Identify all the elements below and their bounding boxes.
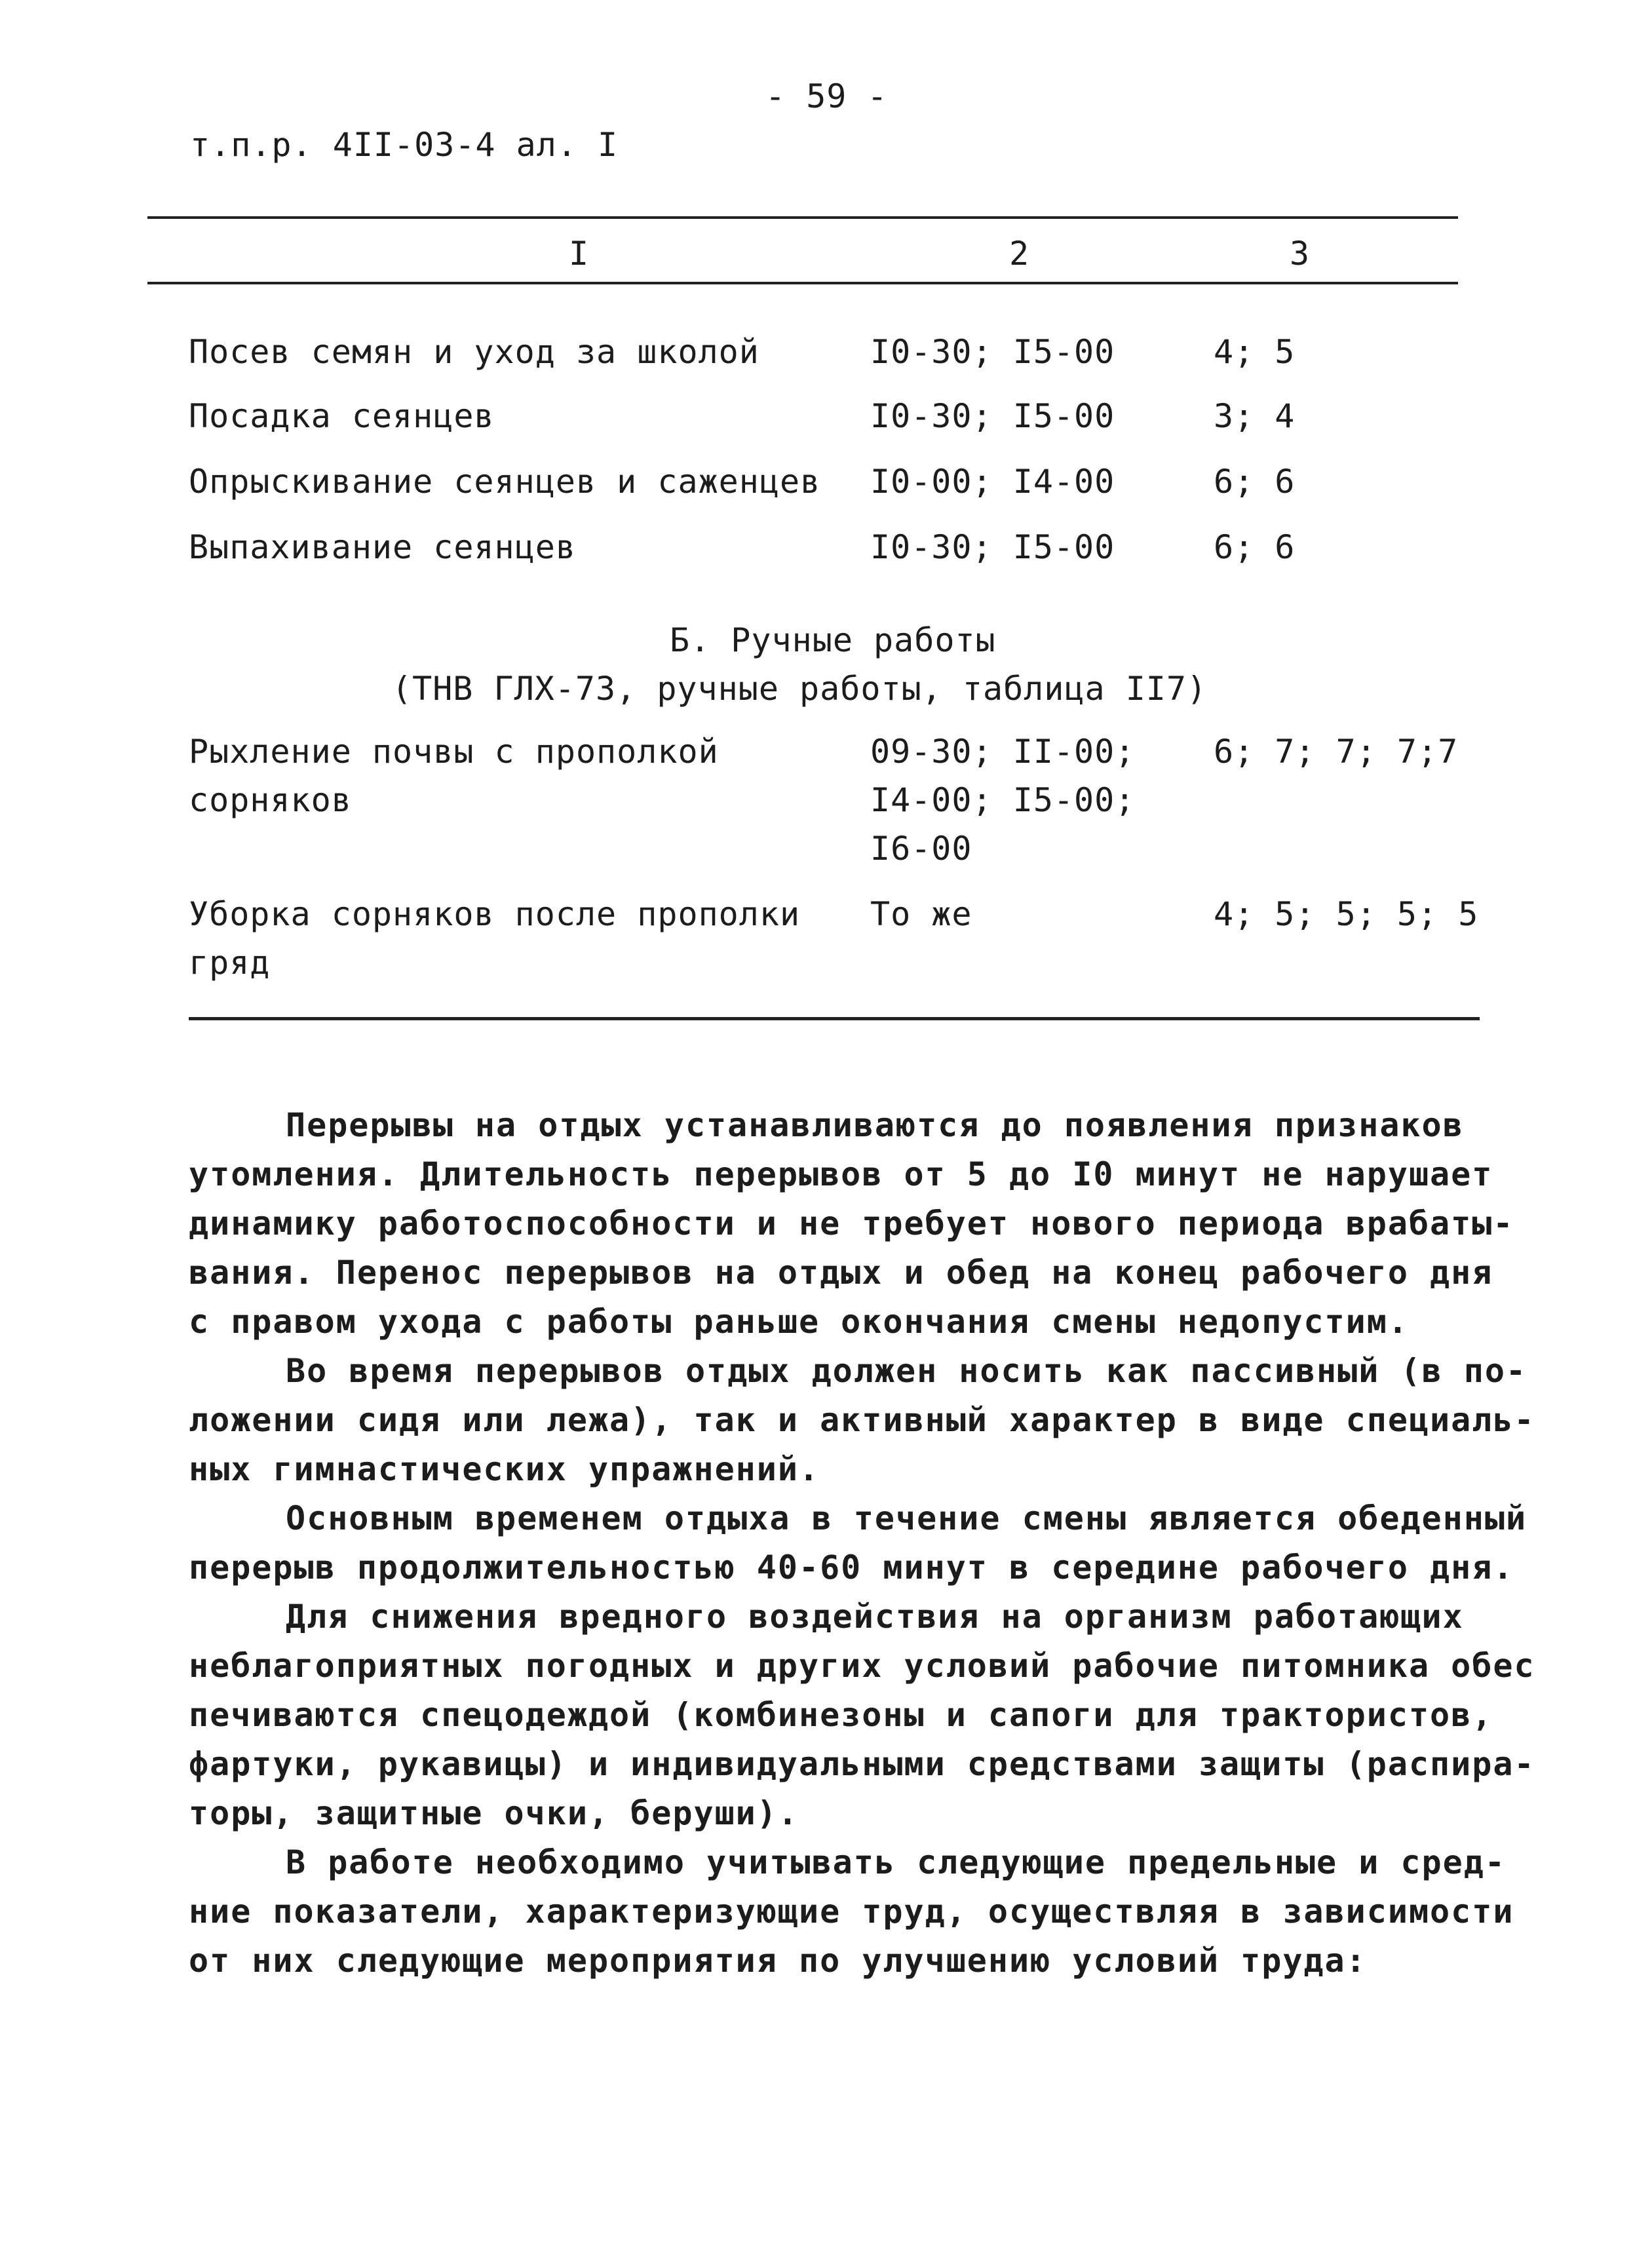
body-line: от них следующие мероприятия по улучшению условий труда: [189, 1942, 1367, 1980]
body-line: динамику работоспособности и не требует нового периода врабаты- [189, 1204, 1514, 1242]
body-line: ложении сидя или лежа), так и активный характер в виде специаль- [189, 1401, 1535, 1439]
body-line: перерыв продолжительностью 40-60 минут в середине рабочего дня. [189, 1548, 1514, 1586]
table-bottom-rule [189, 1017, 1480, 1020]
row-time: I0-30; I5-00 [870, 333, 1115, 371]
document-reference: т.п.р. 4II-03-4 ал. I [190, 126, 619, 164]
row-value: 6; 6 [1214, 528, 1296, 566]
row-time: I0-30; I5-00 [870, 397, 1115, 435]
body-line: утомления. Длительность перерывов от 5 до I0 минут не нарушает [189, 1155, 1493, 1193]
body-line: В работе необходимо учитывать следующие предельные и сред- [286, 1843, 1506, 1881]
row-value: 4; 5 [1214, 333, 1296, 371]
body-line: торы, защитные очки, беруши). [189, 1794, 799, 1832]
body-line: вания. Перенос перерывов на отдых и обед на конец рабочего дня [189, 1254, 1493, 1292]
body-line: Перерывы на отдых устанавливаются до появления признаков [286, 1106, 1464, 1144]
row-work-continued: сорняков [189, 781, 352, 819]
body-line: ных гимнастических упражнений. [189, 1450, 820, 1488]
row-work: Рыхление почвы с прополкой [189, 733, 719, 771]
row-time: I0-00; I4-00 [870, 463, 1115, 501]
row-value: 6; 6 [1214, 463, 1296, 501]
body-line: неблагоприятных погодных и других условий рабочие питомника обес [189, 1647, 1535, 1685]
row-value: 3; 4 [1214, 397, 1296, 435]
section-b-title: Б. Ручные работы [670, 621, 996, 659]
row-work: Посев семян и уход за школой [189, 333, 759, 371]
row-work: Выпахивание сеянцев [189, 528, 576, 566]
body-line: ние показатели, характеризующие труд, осуществляя в зависимости [189, 1893, 1514, 1931]
row-time: То же [870, 895, 972, 933]
row-work: Опрыскивание сеянцев и саженцев [189, 463, 821, 501]
row-work: Уборка сорняков после прополки [189, 895, 801, 933]
page-number: - 59 - [765, 77, 888, 115]
column-header-1: I [569, 235, 590, 273]
body-line: печиваются спецодеждой (комбинезоны и сапоги для трактористов, [189, 1696, 1493, 1734]
body-line: Во время перерывов отдых должен носить как пассивный (в по- [286, 1352, 1527, 1390]
table-top-rule [147, 216, 1458, 219]
row-value: 4; 5; 5; 5; 5 [1214, 895, 1479, 933]
row-time: I0-30; I5-00 [870, 528, 1115, 566]
row-value: 6; 7; 7; 7;7 [1214, 733, 1459, 771]
row-time-continued: I6-00 [870, 830, 972, 868]
column-header-3: 3 [1290, 235, 1311, 273]
section-b-subtitle: (ТНВ ГЛХ-73, ручные работы, таблица II7) [392, 670, 1208, 708]
body-line: Основным временем отдыха в течение смены является обеденный [286, 1499, 1527, 1537]
body-line: фартуки, рукавицы) и индивидуальными средствами защиты (распира- [189, 1745, 1535, 1783]
body-line: с правом ухода с работы раньше окончания смены недопустим. [189, 1303, 1409, 1341]
body-line: Для снижения вредного воздействия на организм работающих [286, 1598, 1464, 1636]
row-work: Посадка сеянцев [189, 397, 495, 435]
column-header-2: 2 [1009, 235, 1030, 273]
row-time: 09-30; II-00; [870, 733, 1136, 771]
table-header-rule [147, 282, 1458, 284]
row-time-continued: I4-00; I5-00; [870, 781, 1136, 819]
row-work-continued: гряд [189, 944, 271, 982]
